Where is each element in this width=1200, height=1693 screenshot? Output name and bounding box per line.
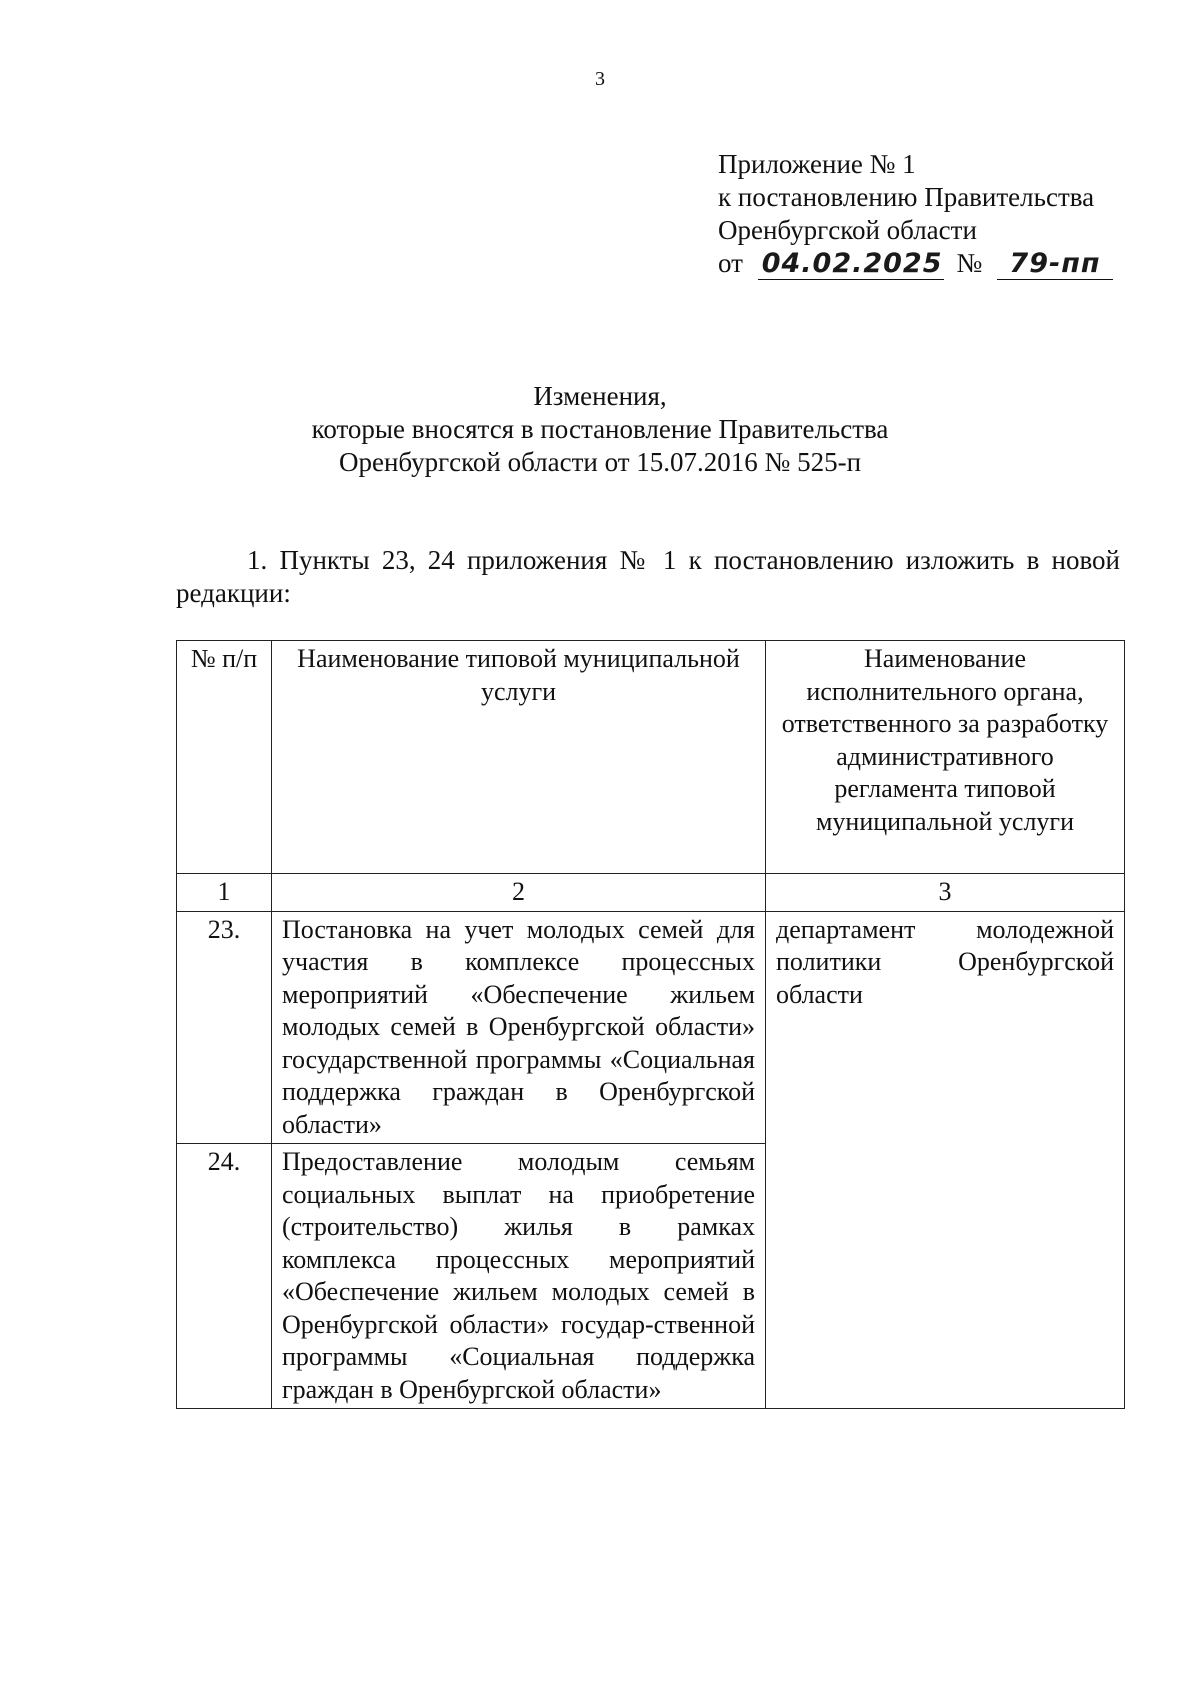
- table-header-row: [177, 641, 1125, 874]
- services-table: [176, 640, 1125, 1409]
- appendix-date-number-line: [718, 247, 1113, 280]
- amendment-paragraph: 1. Пункты 23, 24 приложения № 1 к постановлению изложить в новой редакции:: [176, 545, 1120, 608]
- header-responsible-organ: Наименование исполнительного органа, ответственного за разработку административного регламента типовой муниципальной услуги: [766, 641, 1125, 874]
- appendix-block: [718, 148, 1113, 280]
- appendix-reference: к постановлению Правительства: [718, 182, 1095, 212]
- column-index-2: 2: [272, 874, 766, 912]
- row-number: 24.: [177, 1144, 272, 1409]
- column-index-1: 1: [177, 874, 272, 912]
- row-service-name: Предоставление молодым семьям социальных выплат на приобретение (строительство) жилья в рамках комплекса процессных мероприятий «Обеспечение жильем молодых семей в Оренбургской области» государ-ственной программы «Социальная поддержка граждан в Оренбургской области»: [272, 1144, 766, 1409]
- column-index-3: 3: [766, 874, 1125, 912]
- from-label: от: [718, 248, 743, 278]
- title-line-3: Оренбургской области от 15.07.2016 № 525-п: [338, 447, 862, 477]
- appendix-region: Оренбургской области: [718, 215, 977, 245]
- row-number: 23.: [177, 911, 272, 1144]
- table-index-row: [177, 874, 1125, 912]
- number-label: №: [956, 248, 983, 278]
- row-service-name: Постановка на учет молодых семей для участия в комплексе процессных мероприятий «Обеспечение жильем молодых семей в Оренбургской области» государственной программы «Социальная поддержка граждан в Оренбургской области»: [272, 911, 766, 1144]
- page-number: 3: [595, 68, 605, 90]
- handwritten-date: 04.02.2025: [758, 249, 944, 280]
- appendix-title: Приложение № 1: [718, 149, 916, 179]
- title-line-1: Изменения,: [533, 381, 667, 411]
- document-title: [0, 380, 1200, 479]
- header-service-name: Наименование типовой муниципальной услуги: [272, 641, 766, 874]
- title-line-2: которые вносятся в постановление Правительства: [311, 414, 889, 444]
- table-row: [177, 911, 1125, 1144]
- header-number: № п/п: [177, 641, 272, 874]
- handwritten-number: 79-пп: [997, 249, 1113, 280]
- row-responsible-organ: департамент молодежной политики Оренбургской области: [766, 911, 1125, 1409]
